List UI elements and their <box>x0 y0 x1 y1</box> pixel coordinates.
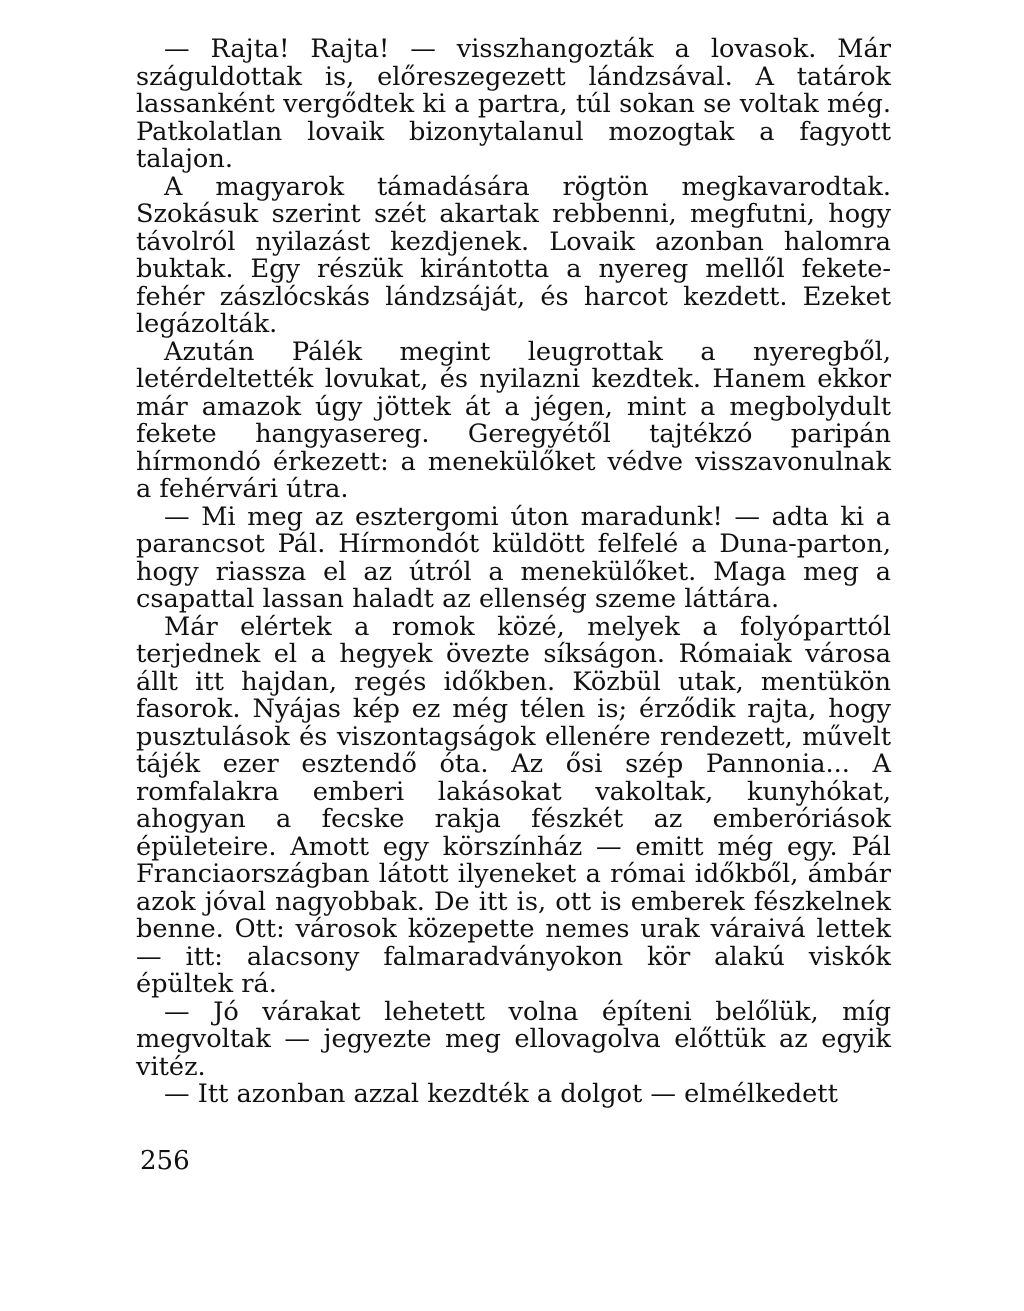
paragraph-5: Már elértek a romok közé, melyek a folyóparttól terjednek el a hegyek övezte síkságon. Rómaiak városa állt itt hajdan, regés időkben. Közbül utak, mentükön fasorok. Nyájas kép ez még télen is; érződik rajta, hogy pusztulások és viszontagságok ellenére rendezett, művelt tájék ezer esztendő óta. Az ősi szép Pannonia... A romfalakra emberi lakásokat vakoltak, kunyhókat, ahogyan a fecske rakja fészkét az emberóriások épületeire. Amott egy körszínház — emitt még egy. Pál Franciaországban látott ilyeneket a római időkből, ámbár azok jóval nagyobbak. De itt is, ott is emberek fészkelnek benne. Ott: városok közepette nemes urak váraivá lettek — itt: alacsony falmaradványokon kör alakú viskók épültek rá. <box>136 611 891 999</box>
page-number: 256 <box>140 1146 190 1176</box>
paragraph-1: — Rajta! Rajta! — visszhangozták a lovasok. Már száguldottak is, előreszegezett lándzsával. A tatárok lassanként vergődtek ki a partra, túl sokan se voltak még. Patkolatlan lovaik bizonytalanul mozogtak a fagyott talajon. <box>136 34 891 174</box>
body-text <box>136 36 891 1109</box>
paragraph-6: — Jó várakat lehetett volna építeni belőlük, míg megvoltak — jegyezte meg ellovagolva előttük az egyik vitéz. <box>136 996 891 1082</box>
paragraph-4: — Mi meg az esztergomi úton maradunk! — adta ki a parancsot Pál. Hírmondót küldött felfelé a Duna-parton, hogy riassza el az útról a menekülőket. Maga meg a csapattal lassan haladt az ellenség szeme láttára. <box>136 501 891 614</box>
paragraph-3: Azután Pálék megint leugrottak a nyeregből, letérdeltették lovukat, és nyilazni kezdtek. Hanem ekkor már amazok úgy jöttek át a jégen, mint a megbolydult fekete hangyasereg. Geregyétől tajtékzó paripán hírmondó érkezett: a menekülőket védve visszavonulnak a fehérvári útra. <box>136 336 891 504</box>
paragraph-7: — Itt azonban azzal kezdték a dolgot — elmélkedett <box>164 1079 838 1109</box>
paragraph-2: A magyarok támadására rögtön megkavarodtak. Szokásuk szerint szét akartak rebbenni, megfutni, hogy távolról nyilazást kezdjenek. Lovaik azonban halomra buktak. Egy részük kirántotta a nyereg mellől fekete-fehér zászlócskás lándzsáját, és harcot kezdett. Ezeket legázolták. <box>136 171 891 339</box>
